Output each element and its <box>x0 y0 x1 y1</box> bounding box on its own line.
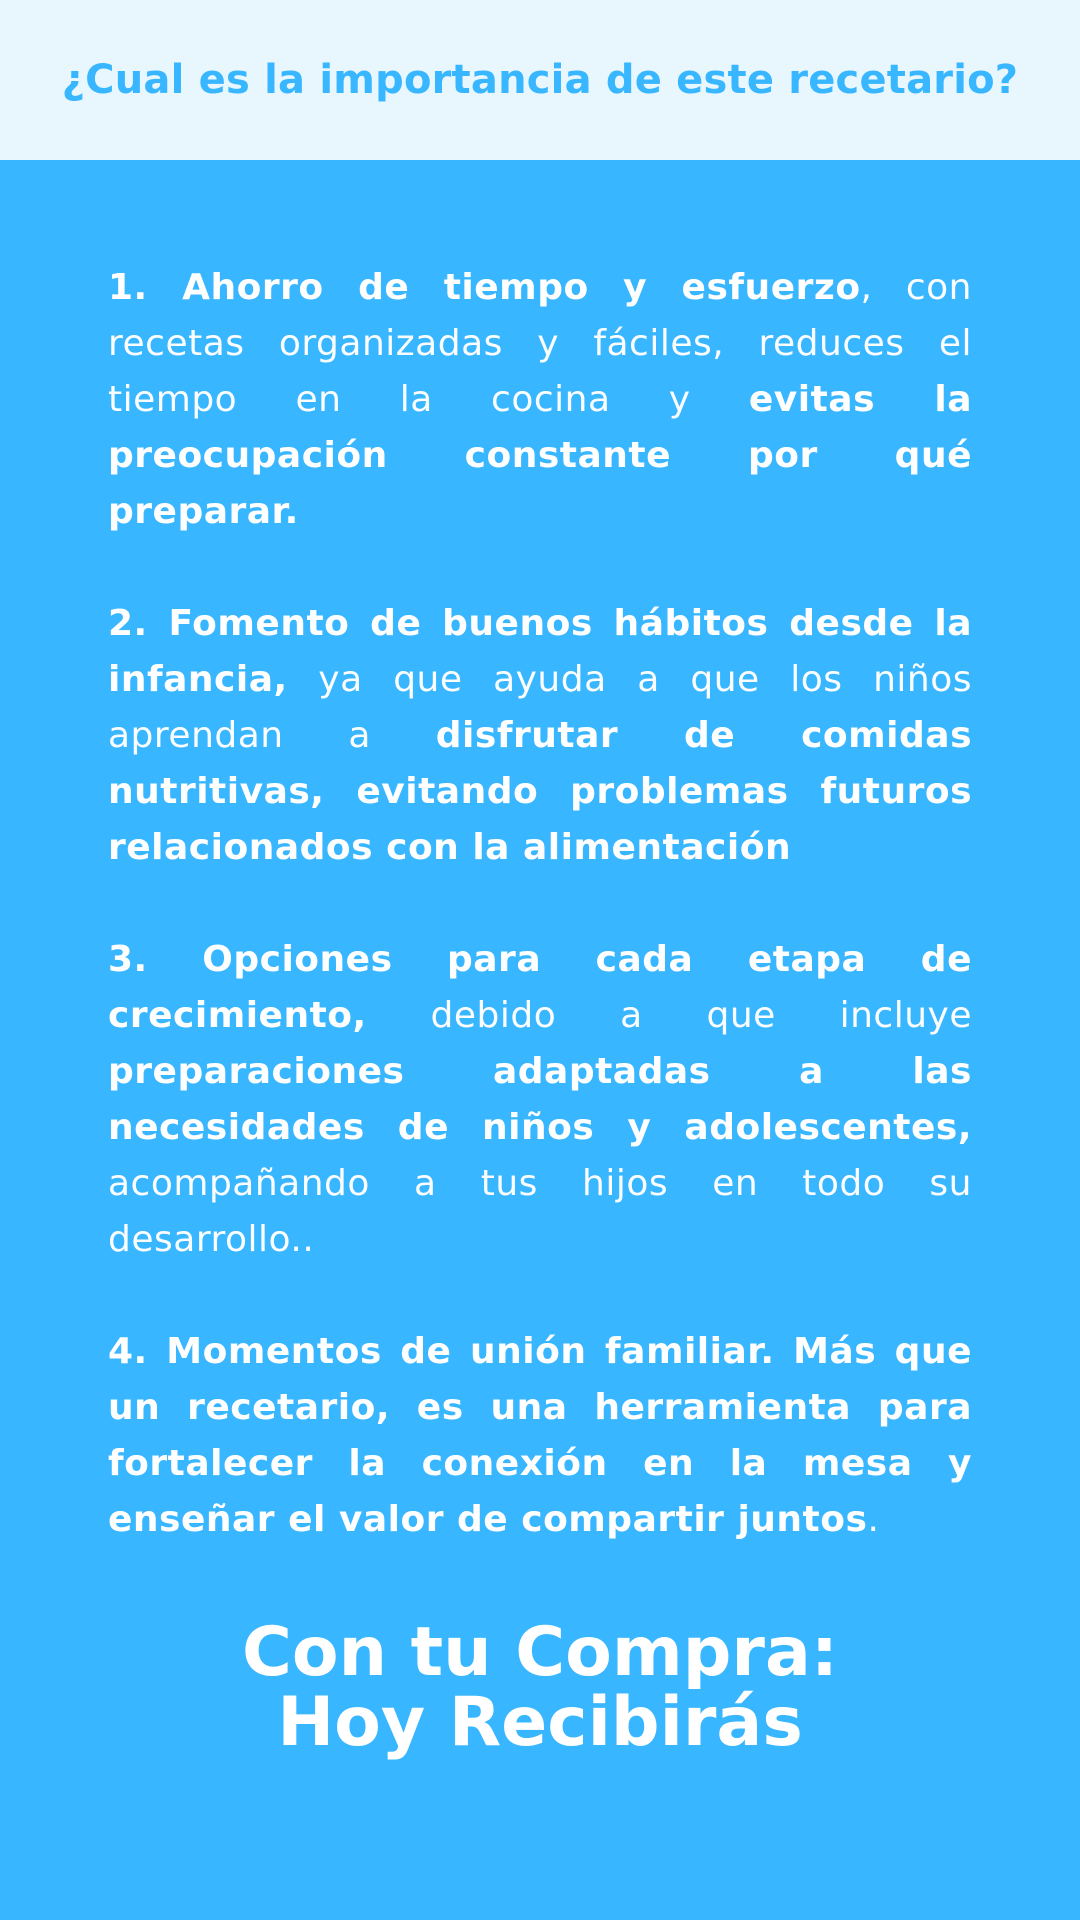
benefit-4-heading: 4. Momentos de unión familiar. Más que un recetario, es una herramienta para fortalecer la conexión en la mesa y enseñar el valor de compartir juntos <box>108 1331 972 1540</box>
benefit-4-period: . <box>867 1499 880 1540</box>
benefit-3-text: debido a que incluye <box>366 995 972 1036</box>
benefit-3-text-end: acompañando a tus hijos en todo su desarrollo.. <box>108 1163 972 1260</box>
callout-line-1: Con tu Compra: <box>241 1613 839 1692</box>
callout-line-2: Hoy Recibirás <box>277 1683 803 1762</box>
benefit-3-highlight: preparaciones adaptadas a las necesidades de niños y adolescentes, <box>108 1051 972 1148</box>
benefit-1-heading: 1. Ahorro de tiempo y esfuerzo <box>108 267 861 308</box>
benefit-item-4 <box>108 1324 972 1548</box>
benefit-item-2 <box>108 596 972 876</box>
benefit-item-1 <box>108 260 972 540</box>
page-title: ¿Cual es la importancia de este recetario? <box>61 57 1019 103</box>
benefit-item-3 <box>108 932 972 1268</box>
benefit-2-heading: 2. Fomento de buenos hábitos desde la infancia, <box>108 603 972 700</box>
benefit-1-text: , con recetas organizadas y fáciles, reduces el tiempo en la cocina y <box>108 267 972 420</box>
purchase-callout <box>0 1613 1080 1762</box>
benefits-list <box>108 260 972 1604</box>
benefit-3-heading: 3. Opciones para cada etapa de crecimiento, <box>108 939 972 1036</box>
benefit-2-text: ya que ayuda a que los niños aprendan a <box>108 659 972 756</box>
header-banner <box>0 0 1080 160</box>
benefit-1-highlight: evitas la preocupación constante por qué preparar. <box>108 379 972 532</box>
benefit-2-highlight: disfrutar de comidas nutritivas, evitando problemas futuros relacionados con la alimentación <box>108 715 972 868</box>
